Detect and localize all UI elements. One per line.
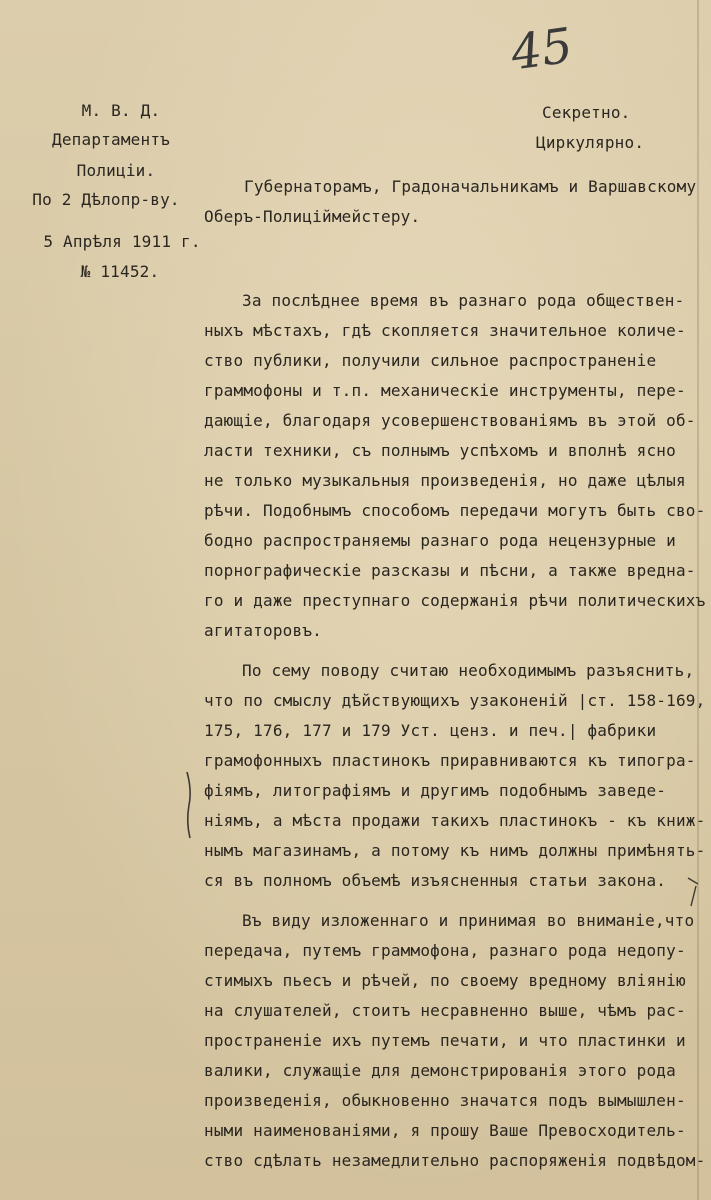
police-label: Полиціи. (76, 161, 156, 180)
body-line: валики, служащіе для демонстрированія этого рода (204, 1061, 676, 1080)
body-line: рѣчи. Подобнымъ способомъ передачи могутъ быть сво- (204, 501, 706, 520)
body-line: дающіе, благодаря усовершенствованіямъ въ этой об- (204, 411, 696, 430)
body-line: фіямъ, литографіямъ и другимъ подобнымъ заведе- (204, 781, 667, 800)
margin-bracket-mark (184, 770, 198, 840)
body-line: что по смыслу дѣйствующихъ узаконеній |ст. 158-169, (204, 691, 706, 710)
body-line: передача, путемъ граммофона, разнаго рода недопу- (204, 941, 686, 960)
body-line: ство сдѣлать незамедлительно распоряженія подвѣдом- (204, 1151, 706, 1170)
body-line: ся въ полномъ объемѣ изъясненныя статьи закона. (204, 871, 667, 890)
body-line: ныхъ мѣстахъ, гдѣ скопляется значительное количе- (204, 321, 686, 340)
addressee-line-2: Оберъ-Полицiймейстеру. (204, 207, 421, 226)
ministry-label: М. В. Д. (81, 101, 161, 120)
margin-tick-mark (684, 872, 704, 912)
body-line: стимыхъ пьесъ и рѣчей, по своему вредному вліянію (204, 971, 686, 990)
archive-number-handwritten: 45 (507, 17, 576, 82)
document-number: № 11452. (80, 262, 160, 281)
addressee-line-1: Губернаторамъ, Градоначальникамъ и Варшавскому (244, 177, 697, 196)
body-line: ство публики, получили сильное распространеніе (204, 351, 657, 370)
body-line: бодно распространяемы разнаго рода нецензурные и (204, 531, 676, 550)
body-line: ніямъ, а мѣста продажи такихъ пластинокъ - къ книж- (204, 811, 706, 830)
body-line: агитаторовъ. (204, 621, 322, 640)
body-line: на слушателей, стоитъ несравненно выше, чѣмъ рас- (204, 1001, 686, 1020)
body-line: граммофоны и т.п. механическіе инструменты, пере- (204, 381, 686, 400)
body-line: нымъ магазинамъ, а потому къ нимъ должны примѣнять- (204, 841, 706, 860)
department-label: Департаментъ (52, 130, 170, 149)
body-line: го и даже преступнаго содержанія рѣчи политическихъ (204, 591, 706, 610)
circular-label: Циркулярно. (536, 133, 645, 152)
body-line: Въ виду изложеннаго и принимая во вниманіе,что (242, 911, 695, 930)
body-line: пространеніе ихъ путемъ печати, и что пластинки и (204, 1031, 686, 1050)
body-line: ными наименованіями, я прошу Ваше Превосходитель- (204, 1121, 686, 1140)
body-line: 175, 176, 177 и 179 Уст. ценз. и печ.| фабрики (204, 721, 657, 740)
body-line: По сему поводу считаю необходимымъ разъяснить, (242, 661, 695, 680)
body-line: За послѣднее время въ разнаго рода обществен- (242, 291, 685, 310)
office-label: По 2 Дѣлопр-ву. (32, 190, 180, 209)
body-line: порнографическіе разсказы и пѣсни, а также вредна- (204, 561, 696, 580)
secret-label: Секретно. (542, 103, 631, 122)
body-line: произведенія, обыкновенно значатся подъ вымышлен- (204, 1091, 686, 1110)
body-line: ласти техники, съ полнымъ успѣхомъ и вполнѣ ясно (204, 441, 676, 460)
date-label: 5 Апрѣля 1911 г. (43, 232, 201, 251)
body-line: не только музыкальныя произведенія, но даже цѣлыя (204, 471, 686, 490)
body-line: грамофонныхъ пластинокъ приравниваются къ типогра- (204, 751, 696, 770)
